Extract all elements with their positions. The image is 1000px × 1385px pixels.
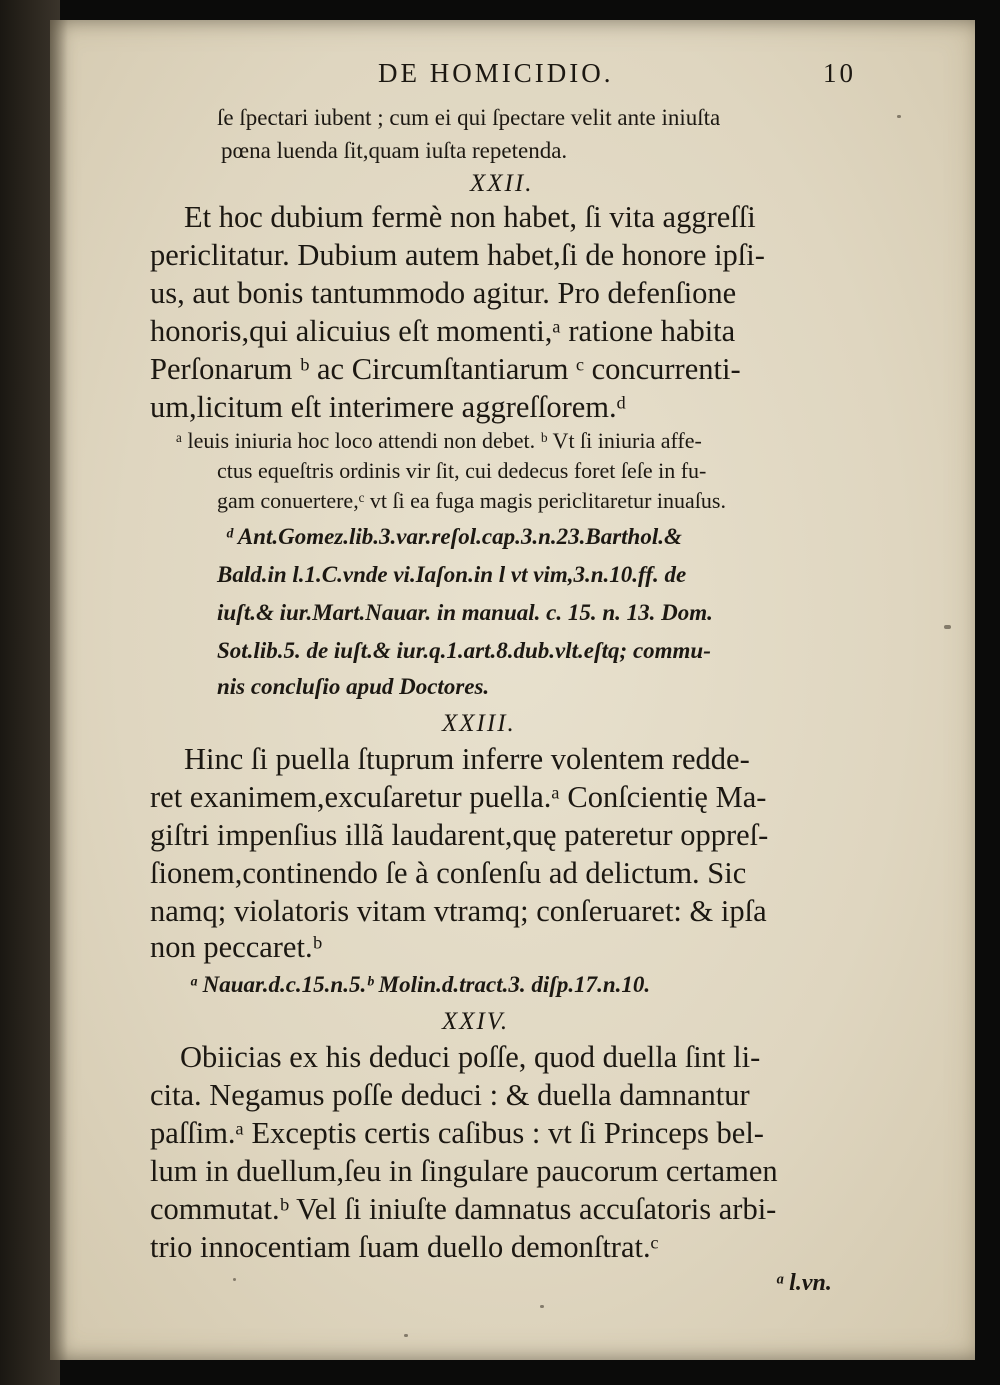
body-line: paſſim.ᵃ Exceptis certis caſibus : vt ſi Princeps bel-	[150, 1116, 764, 1150]
body-line: cita. Negamus poſſe deduci : & duella damnantur	[150, 1078, 750, 1112]
body-line: ſionem,continendo ſe à conſenſu ad delictum. Sic	[150, 856, 747, 890]
section-numeral: XXII.	[470, 170, 534, 197]
footnote-line: ctus equeſtris ordinis vir ſit, cui dedecus foret ſeſe in fu-	[217, 458, 707, 483]
citation-line: iuſt.& iur.Mart.Nauar. in manual. c. 15. n. 13. Dom.	[217, 600, 713, 625]
body-line: um,licitum eſt interimere aggreſſorem.ᵈ	[150, 390, 627, 424]
body-line: commutat.ᵇ Vel ſi iniuſte damnatus accuſatoris arbi-	[150, 1192, 777, 1226]
body-line: us, aut bonis tantummodo agitur. Pro defenſione	[150, 276, 737, 310]
citation-line: nis concluſio apud Doctores.	[217, 674, 490, 699]
paper-speck	[540, 1305, 544, 1308]
citation-line: Bald.in l.1.C.vnde vi.Iaſon.in l vt vim,3.n.10.ff. de	[217, 562, 687, 587]
body-line: lum in duellum,ſeu in ſingulare paucorum certamen	[150, 1154, 778, 1188]
section-numeral: XXIII.	[442, 710, 516, 737]
body-line: non peccaret.ᵇ	[150, 930, 323, 964]
footnote-line: gam conuertere,ᶜ vt ſi ea fuga magis periclitaretur inuaſus.	[217, 488, 726, 513]
citation-line: ᵈ Ant.Gomez.lib.3.var.reſol.cap.3.n.23.Barthol.&	[226, 524, 682, 549]
body-line: Hinc ſi puella ſtuprum inferre volentem redde-	[184, 742, 750, 776]
body-line: trio innocentiam ſuam duello demonſtrat.ᶜ	[150, 1230, 659, 1264]
citation-line: Sot.lib.5. de iuſt.& iur.q.1.art.8.dub.vlt.eſtq; commu-	[217, 638, 711, 663]
body-line: ret exanimem,excuſaretur puella.ᵃ Conſcientię Ma-	[150, 780, 767, 814]
footnote-line: ᵃ leuis iniuria hoc loco attendi non debet. ᵇ Vt ſi iniuria affe-	[176, 428, 702, 453]
intro-line: pœna luenda ſit,quam iuſta repetenda.	[221, 138, 568, 163]
body-line: namq; violatoris vitam vtramq; conſeruaret: & ipſa	[150, 894, 767, 928]
intro-line: ſe ſpectari iubent ; cum ei qui ſpectare velit ante iniuſta	[217, 105, 721, 130]
catchword: ᵃ l.vn.	[776, 1270, 832, 1296]
section-numeral: XXIV.	[442, 1008, 510, 1035]
paper-speck	[404, 1334, 408, 1337]
page-number: 10	[823, 58, 856, 88]
paper-speck	[897, 115, 901, 118]
page-gutter-shadow	[50, 20, 68, 1360]
paper-speck	[233, 1278, 236, 1281]
body-line: Et hoc dubium fermè non habet, ſi vita aggreſſi	[184, 200, 756, 234]
body-line: periclitatur. Dubium autem habet,ſi de honore ipſi-	[150, 238, 765, 272]
body-line: giſtri impenſius illã laudarent,quę pateretur oppreſ-	[150, 818, 769, 852]
paper-speck	[944, 625, 951, 629]
body-line: honoris,qui alicuius eſt momenti,ᵃ ratione habita	[150, 314, 736, 348]
running-header-title: DE HOMICIDIO.	[378, 58, 614, 88]
body-line: Perſonarum ᵇ ac Circumſtantiarum ᶜ concurrenti-	[150, 352, 741, 386]
body-line: Obiicias ex his deduci poſſe, quod duella ſint li-	[180, 1040, 761, 1074]
citation-line: ᵃ Nauar.d.c.15.n.5.ᵇ Molin.d.tract.3. diſp.17.n.10.	[190, 972, 651, 997]
